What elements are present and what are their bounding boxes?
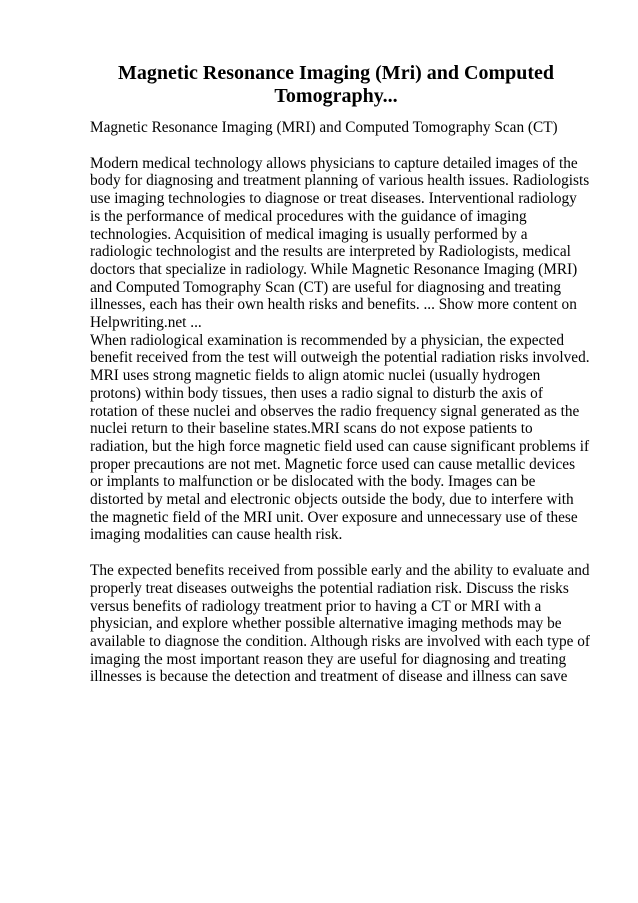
paragraph-benefits: The expected benefits received from possible early and the ability to evaluate and properly treat diseases outweighs the potential radiation risk. Discuss the risks versus benefits of radiology treatment prior to having a CT or MRI with a physician, and explore whether possible alternative imaging methods may be available to diagnose the condition. Although risks are involved with each type of imaging the most important reason they are useful for diagnosing and treating illnesses is because the detection and treatment of disease and illness can save [90,562,591,686]
document-subtitle: Magnetic Resonance Imaging (MRI) and Computed Tomography Scan (CT) [90,119,558,136]
paragraph-risks: When radiological examination is recommended by a physician, the expected benefit received from the test will outweigh the potential radiation risks involved. MRI uses strong magnetic fields to align atomic nuclei (usually hydrogen protons) within body tissues, then uses a radio signal to disturb the axis of rotation of these nuclei and observes the radio frequency signal generated as the nuclei return to their baseline states.MRI scans do not expose patients to radiation, but the high force magnetic field used can cause significant problems if proper precautions are not met. Magnetic force used can cause metallic devices or implants to malfunction or be dislocated with the body. Images can be distorted by metal and electronic objects outside the body, due to interfere with the magnetic field of the MRI unit. Over exposure and unnecessary use of these imaging modalities can cause health risk. [90,331,590,544]
paragraph-intro: Modern medical technology allows physicians to capture detailed images of the body for diagnosing and treatment planning of various health issues. Radiologists use imaging technologies to diagnose or treat diseases. Interventional radiology is the performance of medical procedures with the guidance of imaging technologies. Acquisition of medical imaging is usually performed by a radiologic technologist and the results are interpreted by Radiologists, medical doctors that specialize in radiology. While Magnetic Resonance Imaging (MRI) and Computed Tomography Scan (CT) are useful for diagnosing and treating illnesses, each has their own health risks and benefits. ... Show more content on Helpwriting.net ... [90,154,590,332]
document-title: Magnetic Resonance Imaging (Mri) and Computed Tomography... [117,62,555,107]
